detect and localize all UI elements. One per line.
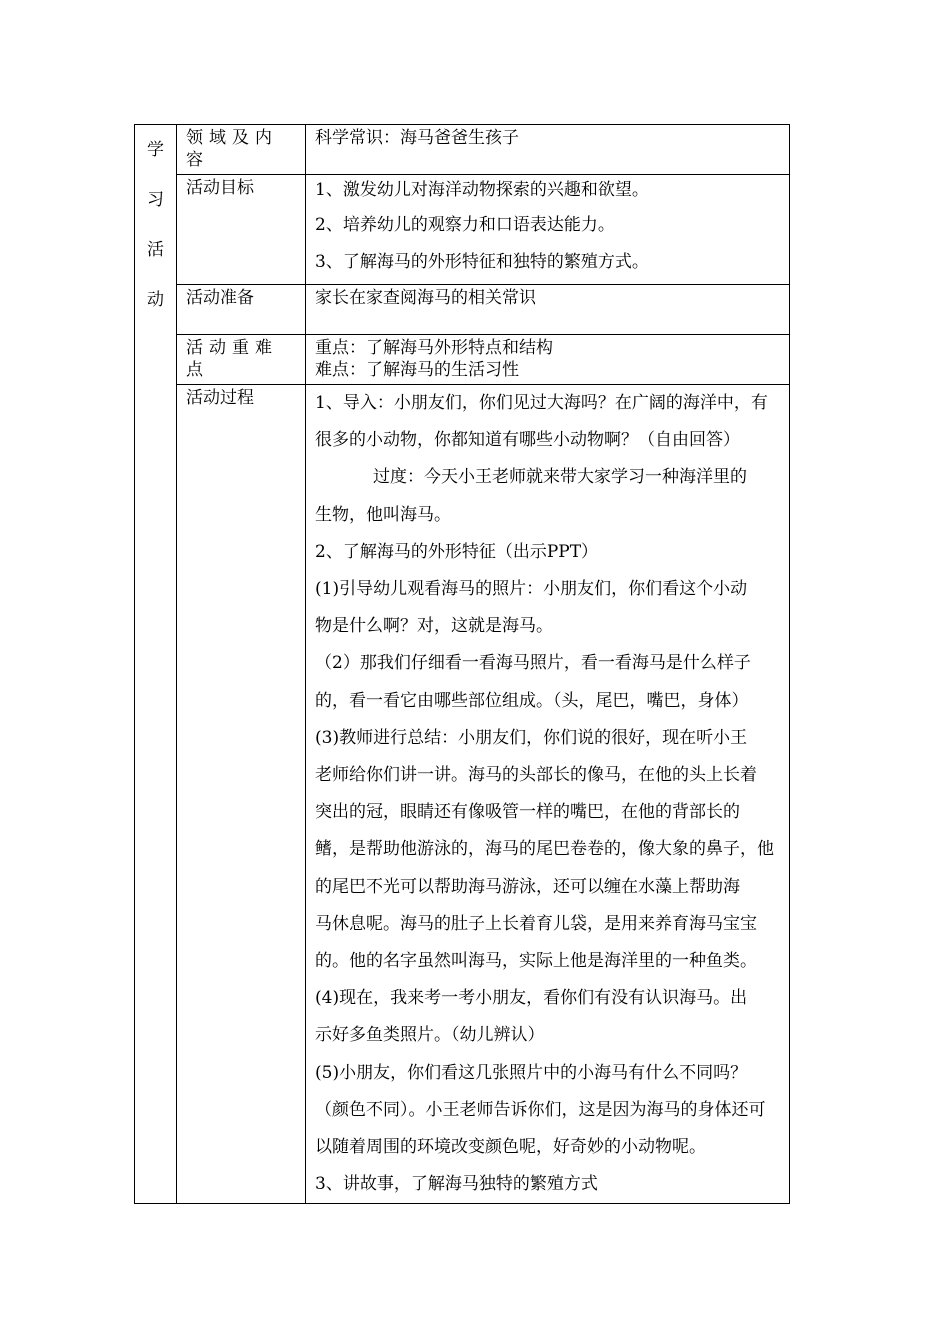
goals-content [306,175,790,285]
process-line: (5)小朋友，你们看这几张照片中的小海马有什么不同吗？ [315,1062,748,1083]
goal-item: 3、了解海马的外形特征和独特的繁殖方式。 [315,252,649,272]
side-label-char: 习 [147,190,164,210]
domain-label: 领域及内容 [177,125,306,175]
process-line: 过度：今天小王老师就来带大家学习一种海洋里的 [373,467,747,488]
process-line: 的。他的名字虽然叫海马，实际上他是海洋里的一种鱼类。 [315,951,757,972]
process-line: (1)引导幼儿观看海马的照片：小朋友们，你们看这个小动 [315,579,748,600]
goal-item: 1、激发幼儿对海洋动物探索的兴趣和欲望。 [315,180,649,200]
process-line: 的尾巴不光可以帮助海马游泳，还可以缠在水藻上帮助海 [315,876,740,897]
key-points-content [306,335,790,385]
side-label-char: 学 [147,140,164,160]
process-line: 物是什么啊？对，这就是海马。 [315,616,553,637]
domain-content: 科学常识：海马爸爸生孩子 [306,125,790,175]
goals-label: 活动目标 [177,175,306,285]
goal-item: 2、培养幼儿的观察力和口语表达能力。 [315,215,615,235]
difficulty-point: 难点：了解海马的生活习性 [315,360,519,380]
process-line: 3、讲故事，了解海马独特的繁殖方式 [315,1174,598,1195]
prep-label: 活动准备 [177,285,306,335]
process-line: 鳍，是帮助他游泳的，海马的尾巴卷卷的，像大象的鼻子，他 [315,839,774,860]
process-line: 示好多鱼类照片。（幼儿辨认） [315,1025,545,1046]
process-line: 生物，他叫海马。 [315,504,451,525]
process-line: 马休息呢。海马的肚子上长着育儿袋，是用来养育海马宝宝 [315,913,757,934]
side-label-cell [135,125,177,1204]
key-points-label: 活动重难点 [177,335,306,385]
side-label-char: 活 [147,240,164,260]
process-label: 活动过程 [177,385,306,1204]
lesson-plan-table [134,124,790,1204]
process-line: （颜色不同）。小王老师告诉你们，这是因为海马的身体还可 [315,1099,766,1120]
process-line: 突出的冠，眼睛还有像吸管一样的嘴巴，在他的背部长的 [315,802,740,823]
process-line: 的，看一看它由哪些部位组成。（头，尾巴，嘴巴，身体） [315,690,749,711]
process-line: 老师给你们讲一讲。海马的头部长的像马，在他的头上长着 [315,765,757,786]
process-content [306,385,790,1204]
prep-content: 家长在家查阅海马的相关常识 [306,285,790,335]
process-line: 2、了解海马的外形特征（出示PPT） [315,541,599,562]
process-line: 1、导入：小朋友们，你们见过大海吗？在广阔的海洋中，有 [315,393,768,413]
process-line: 以随着周围的环境改变颜色呢，好奇妙的小动物呢。 [315,1137,706,1158]
side-label-char: 动 [147,290,164,310]
process-line: 很多的小动物，你都知道有哪些小动物啊？（自由回答） [315,430,740,451]
process-line: (4)现在，我来考一考小朋友，看你们有没有认识海马。出 [315,988,748,1009]
focus-point: 重点：了解海马外形特点和结构 [315,338,553,358]
process-line: （2）那我们仔细看一看海马照片，看一看海马是什么样子 [315,653,751,674]
process-line: (3)教师进行总结：小朋友们，你们说的很好，现在听小王 [315,727,748,748]
